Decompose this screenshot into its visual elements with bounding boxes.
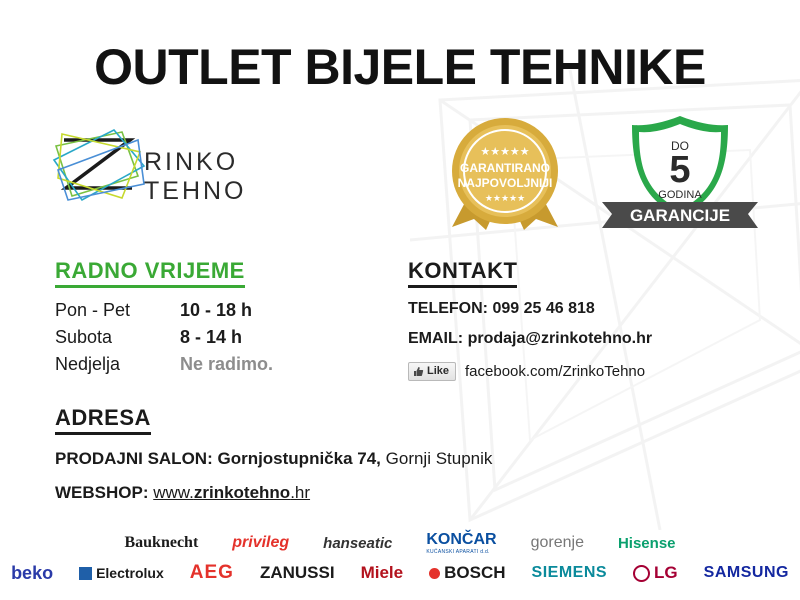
brand-miele: Miele [360,563,404,582]
working-hours-heading: RADNO VRIJEME [55,258,245,288]
brand-electrolux [79,565,164,581]
svg-text:★★★★★: ★★★★★ [484,193,526,203]
address-heading: ADRESA [55,405,151,435]
contact-section [408,258,768,381]
electrolux-mark-icon [79,567,92,580]
brand-koncar [426,531,496,555]
phone-line [408,300,768,318]
svg-text:5: 5 [669,149,691,191]
hours-value: 8 - 14 h [180,327,243,347]
svg-text:NAJPOVOLJNIJI: NAJPOVOLJNIJI [457,176,553,190]
brand-hisense: Hisense [617,534,676,552]
webshop-url[interactable] [153,483,310,502]
hours-value: 10 - 18 h [180,300,253,320]
salon-line [55,449,755,469]
salon-city: Gornji Stupnik [385,449,493,468]
brand-electrolux-label: Electrolux [96,565,164,581]
page-title: OUTLET BIJELE TEHNIKE [94,39,706,95]
thumbs-up-icon [413,366,424,377]
hours-day: Subota [55,327,113,347]
phone-label: TELEFON: [408,300,488,317]
svg-text:GODINA: GODINA [658,189,702,201]
brand-gorenje: gorenje [530,534,584,551]
hours-value: Ne radimo. [180,354,274,374]
working-hours-section [55,258,385,381]
brand-beko: beko [11,562,54,583]
salon-street: Gornjostupnička 74, [217,449,381,468]
facebook-url[interactable]: facebook.com/ZrinkoTehno [465,363,646,380]
facebook-like-button[interactable] [408,362,456,381]
brand-logo-strip [0,528,800,600]
list-item [55,300,385,321]
brand-bauknecht: Bauknecht [124,534,199,551]
svg-text:★★★★★: ★★★★★ [480,146,530,158]
brand-bosch-label: BOSCH [444,563,506,582]
list-item [55,327,385,348]
brand-koncar-sub: KUĆANSKI APARATI d.d. [426,549,490,555]
brand-siemens: SIEMENS [531,564,608,581]
salon-label: PRODAJNI SALON: [55,449,213,468]
webshop-label: WEBSHOP: [55,483,149,502]
email-label: EMAIL: [408,330,464,347]
company-logo [52,126,342,206]
webshop-domain: zrinkotehno [193,483,291,502]
brand-bosch [429,563,505,583]
brand-samsung: SAMSUNG [703,564,789,581]
hours-day: Pon - Pet [55,300,131,320]
guarantee-gold-badge-icon [430,115,580,230]
svg-text:DO: DO [671,139,689,153]
brand-lg [633,563,678,583]
brand-row-2 [0,558,800,588]
logo-wordmark: RINKO TEHNO [144,148,247,205]
webshop-prefix: www. [153,483,194,502]
brand-hanseatic: hanseatic [323,534,393,552]
brand-zanussi: ZANUSSI [259,563,335,582]
bosch-mark-icon [429,568,440,579]
hours-day: Nedjelja [55,354,121,374]
svg-text:GARANTIRANO: GARANTIRANO [460,161,550,175]
email-line [408,330,768,348]
brand-privileg: privileg [232,534,290,551]
webshop-line [55,483,755,503]
phone-value: 099 25 46 818 [492,300,595,317]
brand-row-1 [0,528,800,558]
facebook-like-label: Like [427,365,450,377]
facebook-row[interactable] [408,362,768,381]
email-value: prodaja@zrinkotehno.hr [467,330,653,347]
brand-lg-label: LG [654,563,678,582]
brand-koncar-label: KONČAR [426,531,497,548]
warranty-shield-badge-icon [588,110,773,235]
address-section [55,405,755,503]
contact-heading: KONTAKT [408,258,517,288]
working-hours-list [55,300,385,375]
list-item [55,354,385,375]
brand-aeg: AEG [189,562,234,583]
svg-text:GARANCIJE: GARANCIJE [629,206,731,225]
webshop-tld: .hr [290,483,311,502]
lg-mark-icon [633,565,650,582]
